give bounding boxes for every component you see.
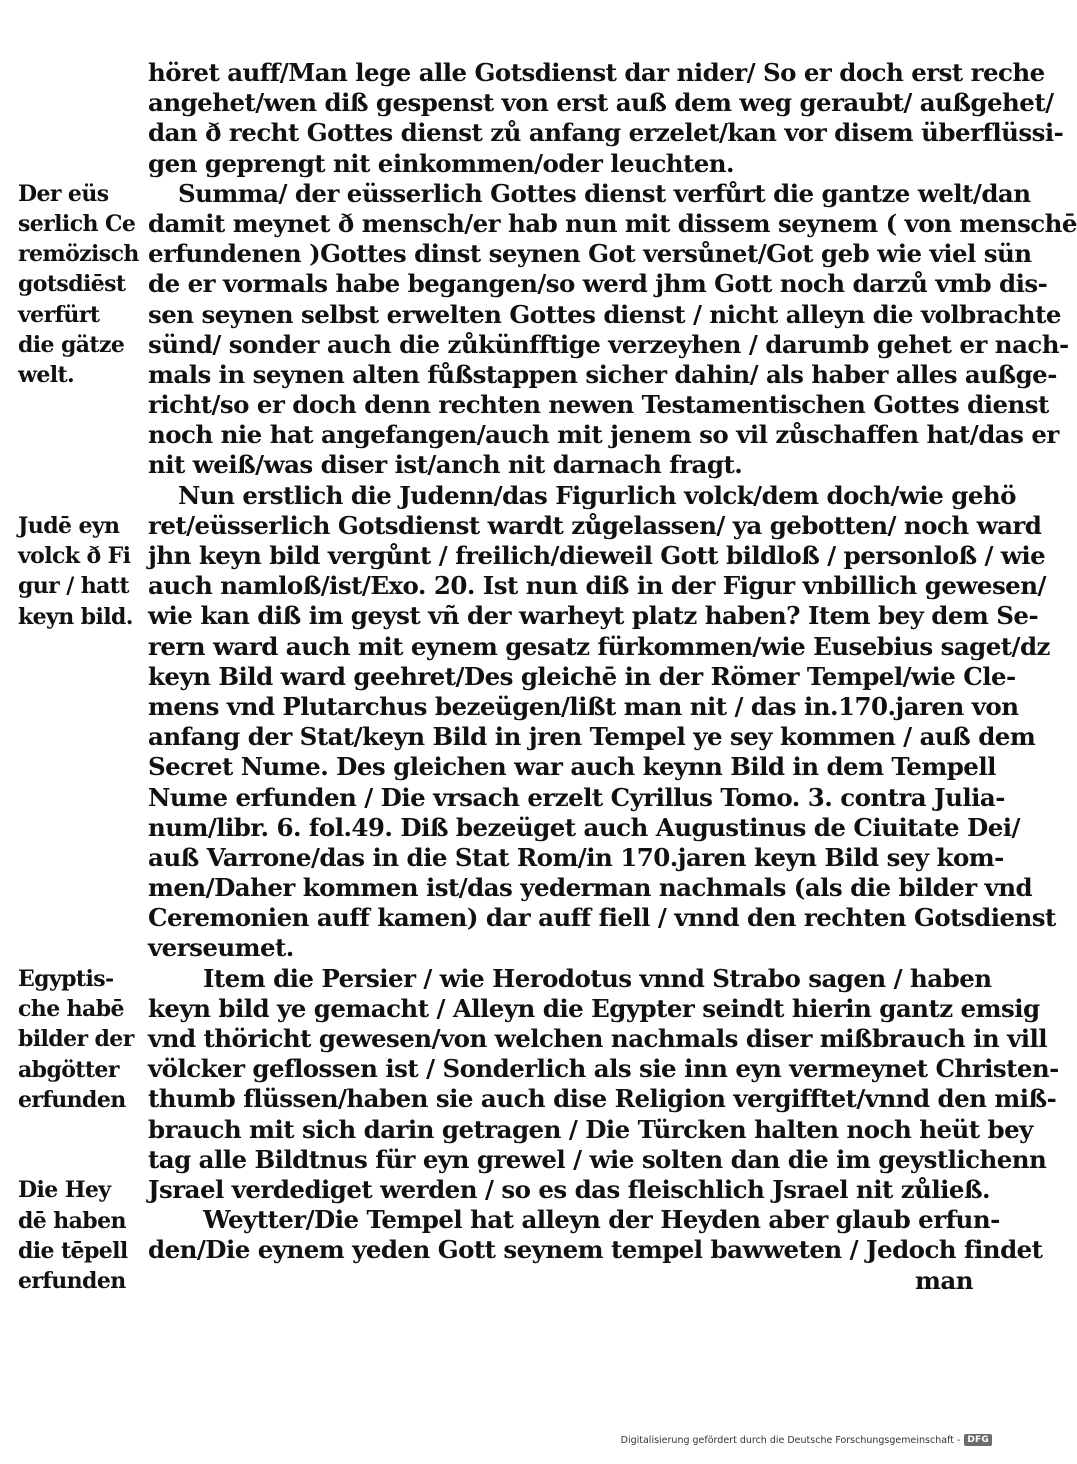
margin-note-line: serlich Ce	[18, 210, 136, 237]
text-line: Weytter/Die Tempel hat alleyn der Heyden aber glaub erfun-	[203, 1205, 1000, 1235]
text-line: vnd thöricht gewesen/von welchen nachmals diser mißbrauch in vill	[148, 1024, 1048, 1053]
text-line: keyn bild ye gemacht / Alleyn die Egypter seindt hierin gantz emsig	[148, 993, 1040, 1023]
text-line: richt/so er doch denn rechten newen Testamentischen Gottes dienst	[148, 390, 1049, 420]
text-line: damit meynet ð mensch/er hab nun mit dissem seynem ( von menschē	[148, 208, 1077, 238]
text-line: mals in seynen alten fůßstappen sicher dahin/ als haber alles außge-	[148, 359, 1057, 389]
margin-note-line: gur / hatt	[18, 573, 129, 600]
margin-note-line: die tēpell	[18, 1237, 128, 1264]
text-line: Secret Nume. Des gleichen war auch keynn Bild in dem Tempell	[148, 752, 996, 782]
text-line: höret auff/Man lege alle Gotsdienst dar nider/ So er doch erst reche	[148, 58, 1045, 87]
text-line: anfang der Stat/keyn Bild in jren Tempel ye sey kommen / auß dem	[148, 722, 1036, 752]
text-line: ret/eüsserlich Gotsdienst wardt zůgelassen/ ya gebotten/ noch ward	[148, 510, 1042, 540]
text-line: jhn keyn bild vergůnt / freilich/dieweil Gott bildloß / personloß / wie	[148, 541, 1046, 570]
text-line: mens vnd Plutarchus bezeügen/lißt man nit / das in.170.jaren von	[148, 691, 1019, 721]
text-line: sünd/ sonder auch die zůkünfftige verzeyhen / darumb gehet er nach-	[148, 329, 1069, 359]
text-line: wie kan diß im geyst vñ der warheyt platz haben? Item bey dem Se-	[148, 601, 1039, 631]
text-line: auch namloß/ist/Exo. 20. Ist nun diß in der Figur vnbillich gewesen/	[148, 571, 1046, 601]
text-line: Item die Persier / wie Herodotus vnnd Strabo sagen / haben	[203, 963, 992, 993]
dfg-logo: DFG	[964, 1434, 992, 1446]
margin-note-line: keyn bild.	[18, 603, 133, 630]
margin-note-line: volck ð Fi	[18, 543, 131, 570]
margin-note-line: welt.	[18, 361, 75, 388]
margin-note-line: che habē	[18, 996, 124, 1023]
text-line: nit weiß/was diser ist/anch nit darnach fragt.	[148, 450, 743, 480]
margin-note-line: Egyptis-	[18, 966, 114, 992]
margin-note-line: Die Hey	[18, 1177, 111, 1204]
margin-note-line: gotsdiēst	[18, 271, 126, 298]
margin-note-line: die gätze	[18, 331, 125, 358]
margin-note-line: erfunden	[18, 1267, 126, 1294]
margin-note	[18, 1175, 143, 1296]
text-line: brauch mit sich darin getragen / Die Türcken halten noch heüt bey	[148, 1114, 1033, 1144]
footer	[621, 1430, 992, 1450]
margin-note-line: bilder der	[18, 1026, 134, 1053]
margin-note-line: Judē eyn	[18, 513, 120, 539]
main-text-column	[148, 58, 1077, 1296]
text-line: Nume erfunden / Die vrsach erzelt Cyrillus Tomo. 3. contra Julia-	[148, 782, 1005, 812]
footer-credit: Digitalisierung gefördert durch die Deutsche Forschungsgemeinschaft -	[620, 1434, 961, 1446]
text-line: den/Die eynem yeden Gott seynem tempel bawweten / Jedoch findet	[148, 1235, 1043, 1265]
text-line: num/libr. 6. fol.49. Diß bezeüget auch Augustinus de Ciuitate Dei/	[148, 812, 1020, 842]
margin-note	[18, 964, 143, 1115]
text-line: thumb flüssen/haben sie auch dise Religion vergifftet/vnnd den miß-	[148, 1084, 1057, 1114]
text-line: sen seynen selbst erwelten Gottes dienst / nicht alleyn die volbrachte	[148, 299, 1061, 329]
margin-note-line: dē haben	[18, 1207, 126, 1234]
text-line: Nun erstlich die Judenn/das Figurlich volck/dem doch/wie gehö	[178, 480, 1016, 510]
text-line: man	[915, 1265, 973, 1295]
text-line: verseumet.	[148, 933, 294, 963]
margin-note-line: abgötter	[18, 1056, 119, 1083]
text-line: Summa/ der eüsserlich Gottes dienst verfůrt die gantze welt/dan	[178, 178, 1031, 208]
margin-note-line: erfunden	[18, 1086, 126, 1113]
text-line: rern ward auch mit eynem gesatz fürkommen/wie Eusebius saget/dz	[148, 631, 1050, 661]
text-line: Ceremonien auff kamen) dar auff fiell / vnnd den rechten Gotsdienst	[148, 903, 1056, 933]
text-line: gen geprengt nit einkommen/oder leuchten.	[148, 148, 735, 178]
margin-note-line: Der eüs	[18, 180, 109, 207]
text-line: tag alle Bildtnus für eyn grewel / wie solten dan die im geystlichenn	[148, 1144, 1047, 1174]
margin-note	[18, 179, 143, 390]
text-line: men/Daher kommen ist/das yederman nachmals (als die bilder vnd	[148, 873, 1033, 903]
margin-note-line: verfürt	[18, 301, 100, 328]
margin-note-line: remözisch	[18, 241, 139, 268]
text-line: auß Varrone/das in die Stat Rom/in 170.jaren keyn Bild sey kom-	[148, 842, 1004, 872]
text-line: noch nie hat angefangen/auch mit jenem so vil zůschaffen hat/das er	[148, 420, 1059, 450]
text-line: Jsrael verdediget werden / so es das fleischlich Jsrael nit zůließ.	[148, 1174, 990, 1204]
text-line: angehet/wen diß gespenst von erst auß dem weg geraubt/ außgehet/	[148, 88, 1054, 118]
text-line: de er vormals habe begangen/so werd jhm Gott noch darzů vmb dis-	[148, 269, 1048, 299]
margin-note	[18, 511, 143, 632]
text-line: dan ð recht Gottes dienst zů anfang erzelet/kan vor disem überflüssi-	[148, 118, 1064, 148]
text-line: erfundenen )Gottes dinst seynen Got versůnet/Got geb wie viel sün	[148, 239, 1032, 269]
text-line: keyn Bild ward geehret/Des gleichē in der Römer Tempel/wie Cle-	[148, 661, 1016, 691]
text-line: völcker geflossen ist / Sonderlich als sie inn eyn vermeynet Christen-	[148, 1054, 1059, 1084]
